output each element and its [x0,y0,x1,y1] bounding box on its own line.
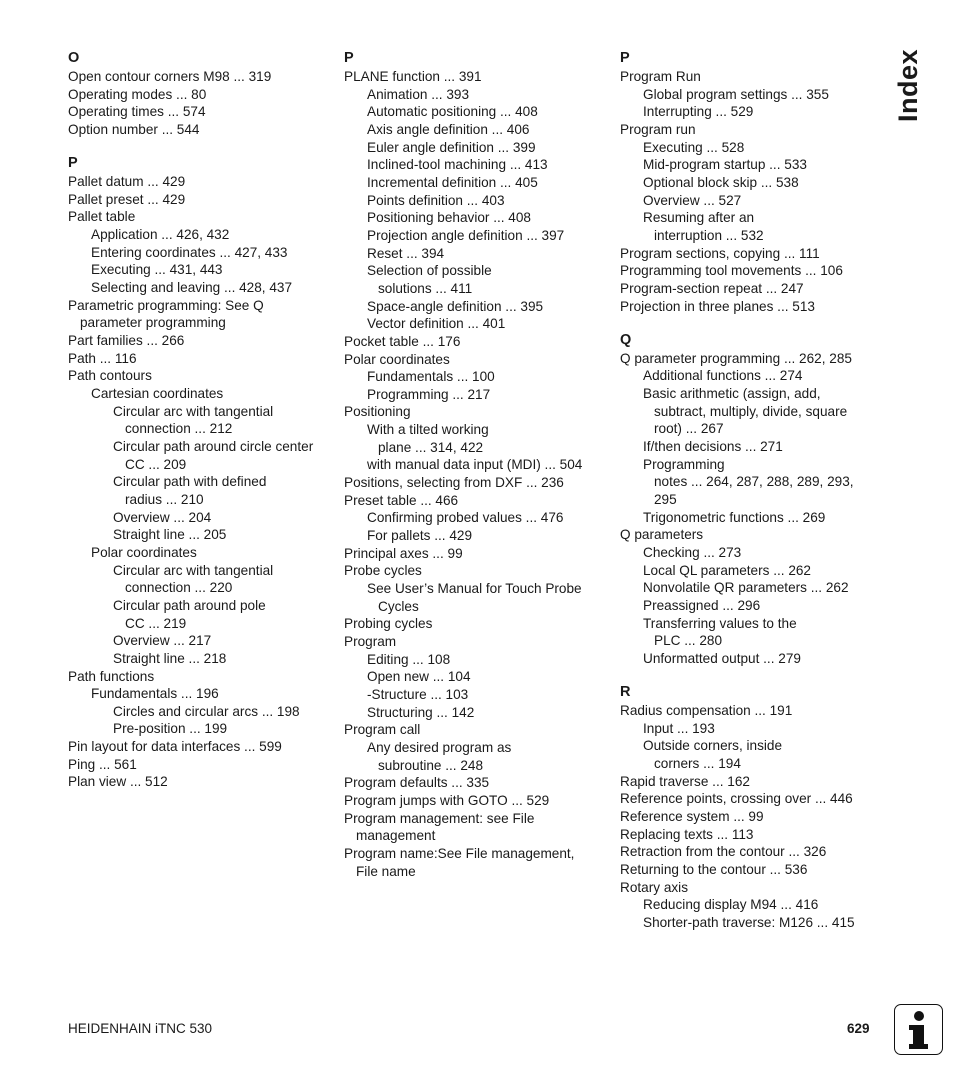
index-entry: Projection angle definition ... 397 [367,227,565,243]
index-entry: Interrupting ... 529 [643,104,754,120]
index-entry: parameter programming [80,315,226,331]
index-entry: Projection in three planes ... 513 [620,298,815,314]
index-entry: Unformatted output ... 279 [643,650,801,666]
index-entry: Additional functions ... 274 [643,368,803,384]
index-entry: Program run [620,121,696,137]
index-entry: Pallet table [68,209,136,225]
index-entry: PLANE function ... 391 [344,69,482,84]
index-entry: Points definition ... 403 [367,192,505,208]
index-entry: Ping ... 561 [68,756,137,772]
index-entry: Radius compensation ... 191 [620,703,793,718]
index-entry: Program jumps with GOTO ... 529 [344,792,550,808]
index-column-3 [620,49,890,932]
index-entry: CC ... 209 [125,456,187,472]
index-entry: Program sections, copying ... 111 [620,245,820,261]
index-entry: Preassigned ... 296 [643,597,761,613]
index-entry: Reference points, crossing over ... 446 [620,791,853,807]
index-entry: Open new ... 104 [367,669,471,685]
index-entry: Inclined-tool machining ... 413 [367,157,548,173]
index-entry: Cycles [378,598,419,614]
info-icon [894,1004,943,1055]
index-entry: Editing ... 108 [367,651,451,667]
index-entry: radius ... 210 [125,491,204,507]
index-entry: Global program settings ... 355 [643,86,829,102]
index-entry: Cartesian coordinates [91,386,224,401]
index-entry: Entering coordinates ... 427, 433 [91,244,288,260]
index-section-letter: O [68,50,80,66]
index-entry: Path contours [68,368,152,384]
index-entry: Program name:See File management, [344,845,575,861]
index-entry: Program management: see File [344,810,535,826]
index-entry: Positioning [344,404,411,420]
index-entry: Program call [344,722,421,738]
index-entry: Animation ... 393 [367,86,470,102]
index-entry: Incremental definition ... 405 [367,174,538,190]
index-entry: Program Run [620,69,701,84]
index-entry: Plan view ... 512 [68,774,168,790]
index-entry: Circular path with defined [113,474,267,490]
index-entry: Part families ... 266 [68,333,185,349]
index-entry: For pallets ... 429 [367,528,473,544]
index-entry: Programming tool movements ... 106 [620,263,843,279]
index-section-letter: P [620,50,630,66]
footer-publication: HEIDENHAIN iTNC 530 [68,1021,213,1036]
page-number: 629 [847,1021,870,1036]
index-column-2 [344,49,614,880]
index-entry: subtract, multiply, divide, square [654,403,848,419]
index-entry: Executing ... 431, 443 [91,262,223,278]
index-entry: Pre-position ... 199 [113,721,228,737]
index-entry: Circular arc with tangential [113,403,274,419]
index-entry: Circles and circular arcs ... 198 [113,703,300,719]
index-entry: Programming ... 217 [367,386,491,402]
section-spacer [620,668,890,684]
index-entry: Circular path around pole [113,597,266,613]
index-entry: Retraction from the contour ... 326 [620,844,827,860]
index-entry: Returning to the contour ... 536 [620,861,808,877]
index-entry: Space-angle definition ... 395 [367,298,544,314]
index-section-letter: P [344,50,354,66]
index-entry: Reset ... 394 [367,245,445,261]
index-entry: Rapid traverse ... 162 [620,773,750,789]
index-entry: -Structure ... 103 [367,686,469,702]
index-entry: Polar coordinates [91,544,197,560]
index-entry: plane ... 314, 422 [378,439,484,455]
index-entry: Mid-program startup ... 533 [643,157,807,173]
index-entry: Q parameter programming ... 262, 285 [620,350,852,366]
index-column-1 [68,49,338,791]
index-entry: Path ... 116 [68,350,137,366]
index-entry: Circular path around circle center [113,438,314,454]
index-entry: Program defaults ... 335 [344,775,490,791]
index-entry: Input ... 193 [643,720,715,736]
index-entry: Program [344,634,397,649]
index-entry: Shorter-path traverse: M126 ... 415 [643,914,855,930]
index-entry: Overview ... 204 [113,509,212,525]
index-entry: File name [356,863,416,879]
index-entry: Preset table ... 466 [344,492,459,508]
index-section-letter: Q [620,331,632,348]
index-entry: Option number ... 544 [68,121,200,137]
index-entry: Trigonometric functions ... 269 [643,509,826,525]
index-section-letter: R [620,684,631,700]
index-entry: Selection of possible [367,263,492,279]
index-entry: Structuring ... 142 [367,704,475,720]
index-entry: Any desired program as [367,739,512,755]
index-entry: Probe cycles [344,563,422,579]
index-entry: notes ... 264, 287, 288, 289, 293, [654,474,854,490]
index-entry: Parametric programming: See Q [68,297,264,313]
index-entry: Operating times ... 574 [68,104,206,120]
index-entry: Polar coordinates [344,351,450,367]
index-entry: Automatic positioning ... 408 [367,104,538,120]
index-entry: Reference system ... 99 [620,808,764,824]
index-entry: Reducing display M94 ... 416 [643,897,819,913]
index-entry: Euler angle definition ... 399 [367,139,536,155]
index-entry: Pocket table ... 176 [344,333,461,349]
index-entry: connection ... 212 [125,421,233,437]
index-entry: Nonvolatile QR parameters ... 262 [643,580,849,596]
index-entry: With a tilted working [367,422,489,438]
index-entry: Rotary axis [620,879,688,895]
index-entry: CC ... 219 [125,615,187,631]
index-entry: Outside corners, inside [643,738,783,754]
index-entry: See User’s Manual for Touch Probe [367,581,582,597]
section-spacer [68,139,338,155]
index-entry: Replacing texts ... 113 [620,826,754,842]
index-entry: Axis angle definition ... 406 [367,121,530,137]
index-entry: corners ... 194 [654,755,741,771]
index-entry: interruption ... 532 [654,227,764,243]
index-entry: Probing cycles [344,616,433,632]
index-entry: Pallet datum ... 429 [68,174,186,190]
index-entry: Transferring values to the [643,615,797,631]
index-entry: Positions, selecting from DXF ... 236 [344,475,564,491]
index-entry: Overview ... 527 [643,192,742,208]
index-entry: Operating modes ... 80 [68,86,207,102]
index-entry: connection ... 220 [125,580,233,596]
index-entry: 295 [654,491,677,507]
index-entry: Pallet preset ... 429 [68,191,186,207]
index-entry: Straight line ... 218 [113,650,227,666]
index-entry: Optional block skip ... 538 [643,174,799,190]
index-entry: solutions ... 411 [378,280,473,296]
index-entry: management [356,828,436,844]
index-entry: Straight line ... 205 [113,527,227,543]
index-section-letter: P [68,155,78,172]
index-entry: Programming [643,456,725,472]
index-entry: Local QL parameters ... 262 [643,562,811,578]
index-entry: Vector definition ... 401 [367,316,506,332]
index-entry: Confirming probed values ... 476 [367,510,564,526]
index-entry: Q parameters [620,527,704,543]
index-entry: Principal axes ... 99 [344,545,463,561]
index-entry: Application ... 426, 432 [91,227,230,243]
index-entry: Executing ... 528 [643,139,745,155]
index-entry: Selecting and leaving ... 428, 437 [91,280,293,296]
index-entry: Program-section repeat ... 247 [620,280,804,296]
index-entry: Positioning behavior ... 408 [367,210,531,226]
index-entry: Fundamentals ... 100 [367,369,495,385]
index-side-title: Index [893,48,923,122]
index-entry: If/then decisions ... 271 [643,438,783,454]
index-entry: root) ... 267 [654,421,724,437]
index-entry: Resuming after an [643,210,755,226]
index-entry: Checking ... 273 [643,544,742,560]
index-entry: Path functions [68,668,155,684]
section-spacer [620,315,890,331]
index-entry: Basic arithmetic (assign, add, [643,386,821,401]
index-entry: Open contour corners M98 ... 319 [68,69,272,84]
index-entry: Fundamentals ... 196 [91,686,219,702]
index-entry: Overview ... 217 [113,633,212,649]
index-entry: with manual data input (MDI) ... 504 [367,457,583,473]
index-entry: PLC ... 280 [654,633,723,649]
index-entry: subroutine ... 248 [378,757,484,773]
index-entry: Circular arc with tangential [113,562,274,578]
index-entry: Pin layout for data interfaces ... 599 [68,739,282,755]
